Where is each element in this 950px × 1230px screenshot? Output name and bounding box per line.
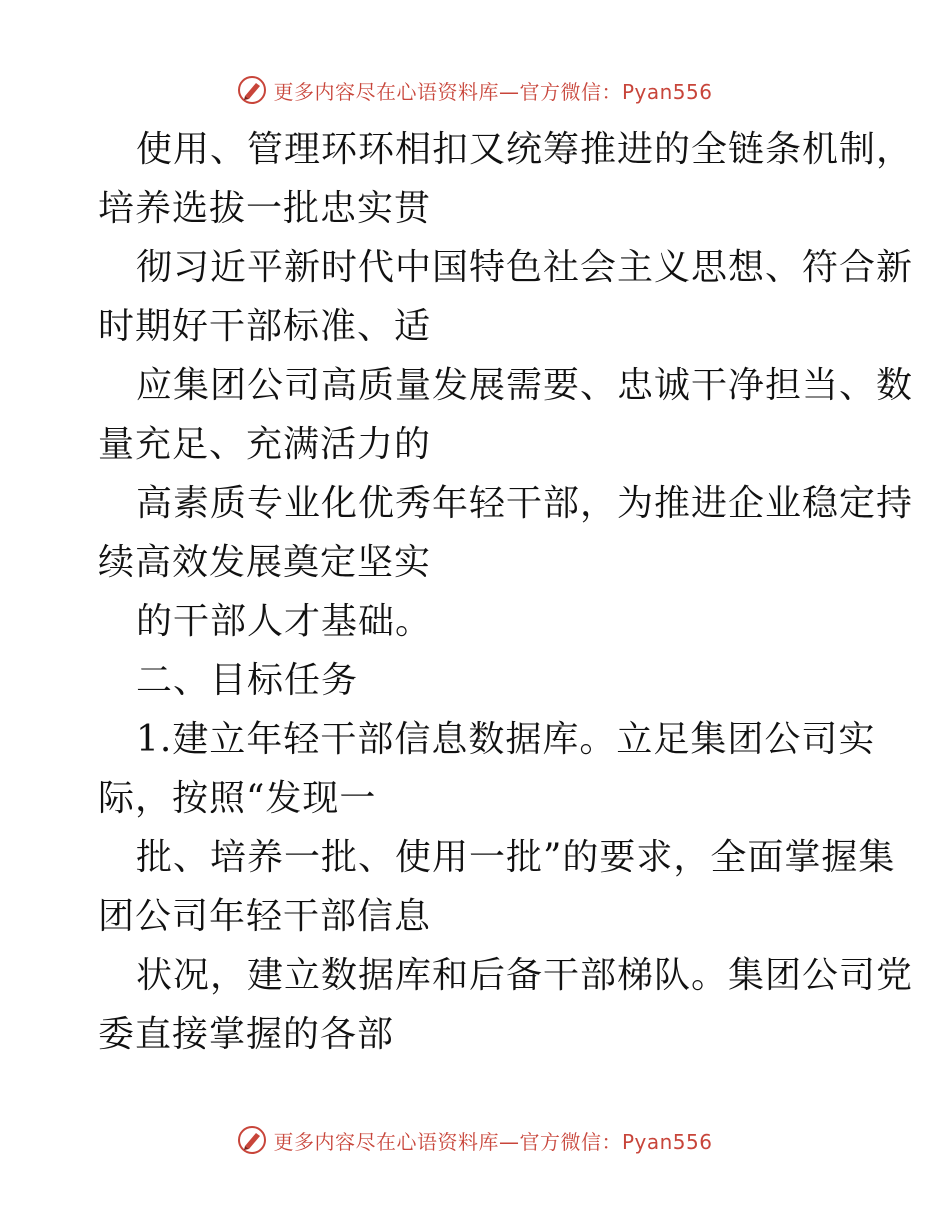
document-body (98, 120, 914, 1064)
paragraph (98, 710, 876, 828)
section-heading-text: 二、目标任务 (136, 660, 359, 701)
paragraph-line: 使用、管理环环相扣又统筹推进的全链条机制， (136, 129, 914, 170)
paragraph-line: 续高效发展奠定坚实 (98, 542, 432, 583)
paragraph (98, 120, 914, 238)
section-heading (98, 651, 858, 710)
paragraph (98, 238, 914, 356)
paragraph-line: 时期好干部标准、适 (98, 306, 432, 347)
paragraph-line: 彻习近平新时代中国特色社会主义思想、符合新 (136, 247, 914, 288)
watermark-text: 更多内容尽在心语资料库—官方微信：Pyan556 (273, 1129, 713, 1154)
paragraph (98, 474, 914, 592)
paragraph-line: 状况，建立数据库和后备干部梯队。集团公司党 (136, 955, 914, 996)
footer-watermark (0, 1120, 950, 1160)
paragraph-line: 的干部人才基础。 (136, 601, 433, 642)
paragraph-line: 1.建立年轻干部信息数据库。立足集团公司实 (136, 719, 876, 760)
watermark-text: 更多内容尽在心语资料库—官方微信：Pyan556 (273, 79, 713, 104)
paragraph-line: 量充足、充满活力的 (98, 424, 432, 465)
paragraph (98, 946, 914, 1064)
pen-logo-icon (237, 75, 267, 105)
paragraph-line: 应集团公司高质量发展需要、忠诚干净担当、数 (136, 365, 914, 406)
paragraph-line: 际，按照“发现一 (98, 778, 377, 819)
paragraph-line: 批、培养一批、使用一批”的要求，全面掌握集 (136, 837, 896, 878)
paragraph-line: 培养选拔一批忠实贯 (98, 188, 432, 229)
paragraph-line: 高素质专业化优秀年轻干部，为推进企业稳定持 (136, 483, 914, 524)
paragraph (98, 356, 914, 474)
paragraph (98, 828, 896, 946)
header-watermark (0, 70, 950, 110)
pen-logo-icon (237, 1125, 267, 1155)
paragraph (98, 592, 858, 651)
paragraph-line: 委直接掌握的各部 (98, 1014, 395, 1055)
paragraph-line: 团公司年轻干部信息 (98, 896, 432, 937)
